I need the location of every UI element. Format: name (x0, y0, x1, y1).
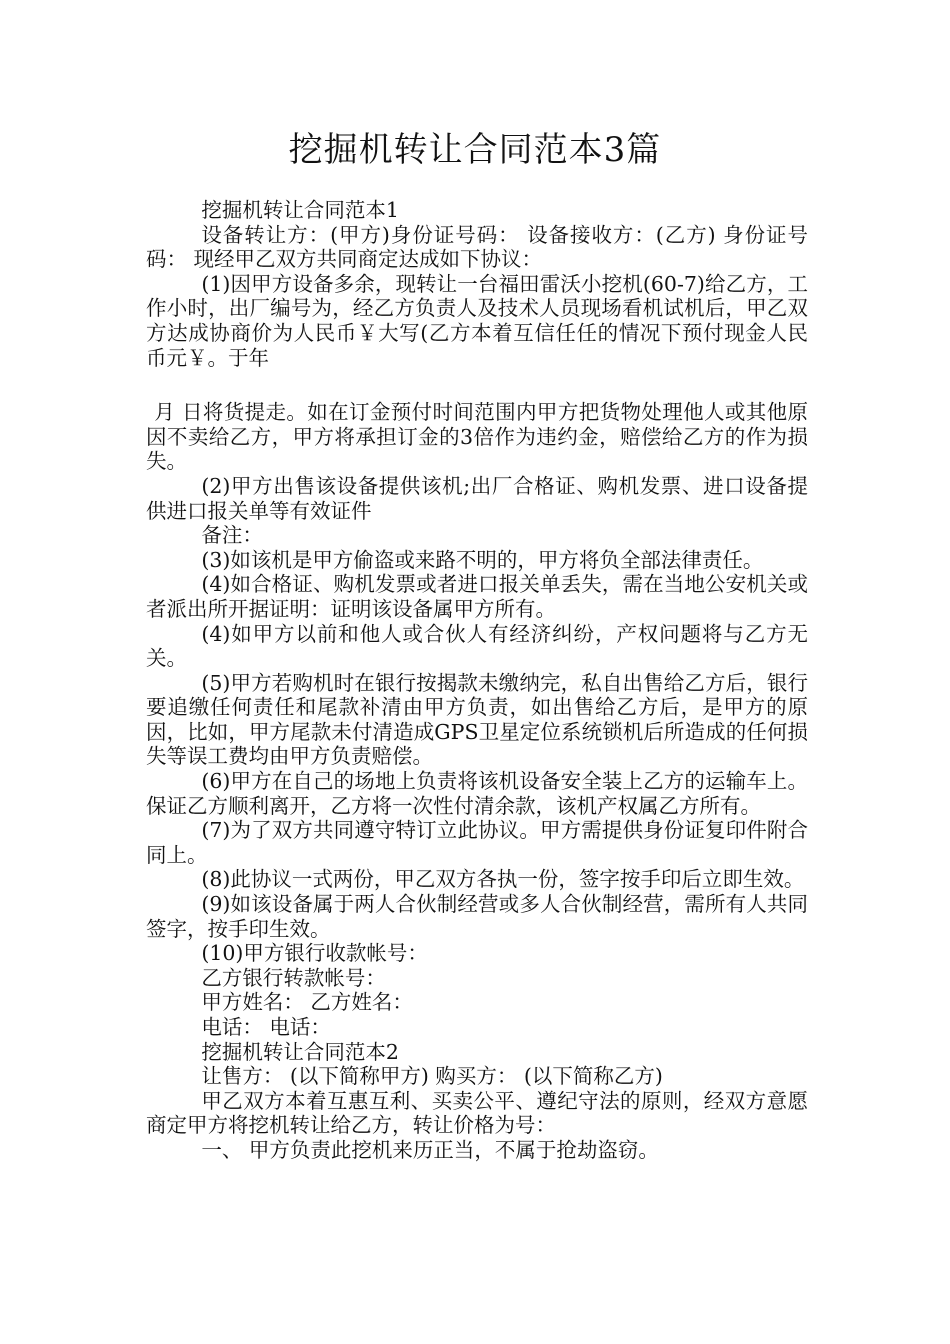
paragraph: (5)甲方若购机时在银行按揭款未缴纳完，私自出售给乙方后，银行要追缴任何责任和尾款补清由甲方负责，如出售给乙方后，是甲方的原因，比如，甲方尾款未付清造成GPS卫星定位系统锁机后所造成的任何损失等误工费均由甲方负责赔偿。 (146, 670, 808, 769)
section-heading: 挖掘机转让合同范本2 (201, 1039, 399, 1064)
paragraph: 月 日将货提走。如在订金预付时间范围内甲方把货物处理他人或其他原因不卖给乙方，甲方将承担订金的3倍作为违约金，赔偿给乙方的作为损失。 (146, 400, 808, 474)
paragraph: 让售方： (以下简称甲方) 购买方： (以下简称乙方) (201, 1064, 663, 1089)
paragraph: (3)如该机是甲方偷盗或来路不明的，甲方将负全部法律责任。 (201, 547, 764, 572)
paragraph: (1)因甲方设备多余，现转让一台福田雷沃小挖机(60-7)给乙方，工作小时，出厂编号为，经乙方负责人及技术人员现场看机试机后，甲乙双方达成协商价为人民币￥大写(乙方本着互信任任的情况下预付现金人民币元￥。于年 (146, 271, 808, 370)
paragraph: (9)如该设备属于两人合伙制经营或多人合伙制经营，需所有人共同签字，按手印生效。 (146, 892, 808, 941)
paragraph: (4)如合格证、购机发票或者进口报关单丢失，需在当地公安机关或者派出所开据证明：证明该设备属甲方所有。 (146, 572, 808, 621)
paragraph: (6)甲方在自己的场地上负责将该机设备安全装上乙方的运输车上。保证乙方顺利离开，乙方将一次性付清余款，该机产权属乙方所有。 (146, 769, 808, 818)
paragraph: (2)甲方出售该设备提供该机;出厂合格证、购机发票、进口设备提供进口报关单等有效证件 (146, 473, 808, 523)
paragraph: 备注： (201, 523, 263, 548)
paragraph: 电话： 电话： (201, 1015, 331, 1039)
paragraph: (8)此协议一式两份，甲乙双方各执一份，签字按手印后立即生效。 (201, 867, 805, 892)
paragraph: 乙方银行转款帐号： (201, 965, 386, 990)
document-body (146, 198, 808, 1163)
paragraph: 甲乙双方本着互惠互利、买卖公平、遵纪守法的原则，经双方意愿商定甲方将挖机转让给乙方，转让价格为号： (146, 1088, 808, 1138)
paragraph: (10)甲方银行收款帐号： (201, 941, 428, 966)
paragraph: (7)为了双方共同遵守特订立此协议。甲方需提供身份证复印件附合同上。 (146, 818, 808, 867)
section-heading: 挖掘机转让合同范本1 (201, 198, 399, 222)
paragraph: 一、 甲方负责此挖机来历正当，不属于抢劫盗窃。 (201, 1137, 659, 1162)
page-gap (146, 370, 808, 400)
paragraph: (4)如甲方以前和他人或合伙人有经济纠纷，产权问题将与乙方无关。 (146, 621, 808, 671)
paragraph: 设备转让方：(甲方)身份证号码： 设备接收方：(乙方) 身份证号码： 现经甲乙双方共同商定达成如下协议： (146, 222, 808, 272)
paragraph: 甲方姓名： 乙方姓名： (201, 990, 413, 1015)
document-title: 挖掘机转让合同范本3篇 (288, 130, 662, 170)
